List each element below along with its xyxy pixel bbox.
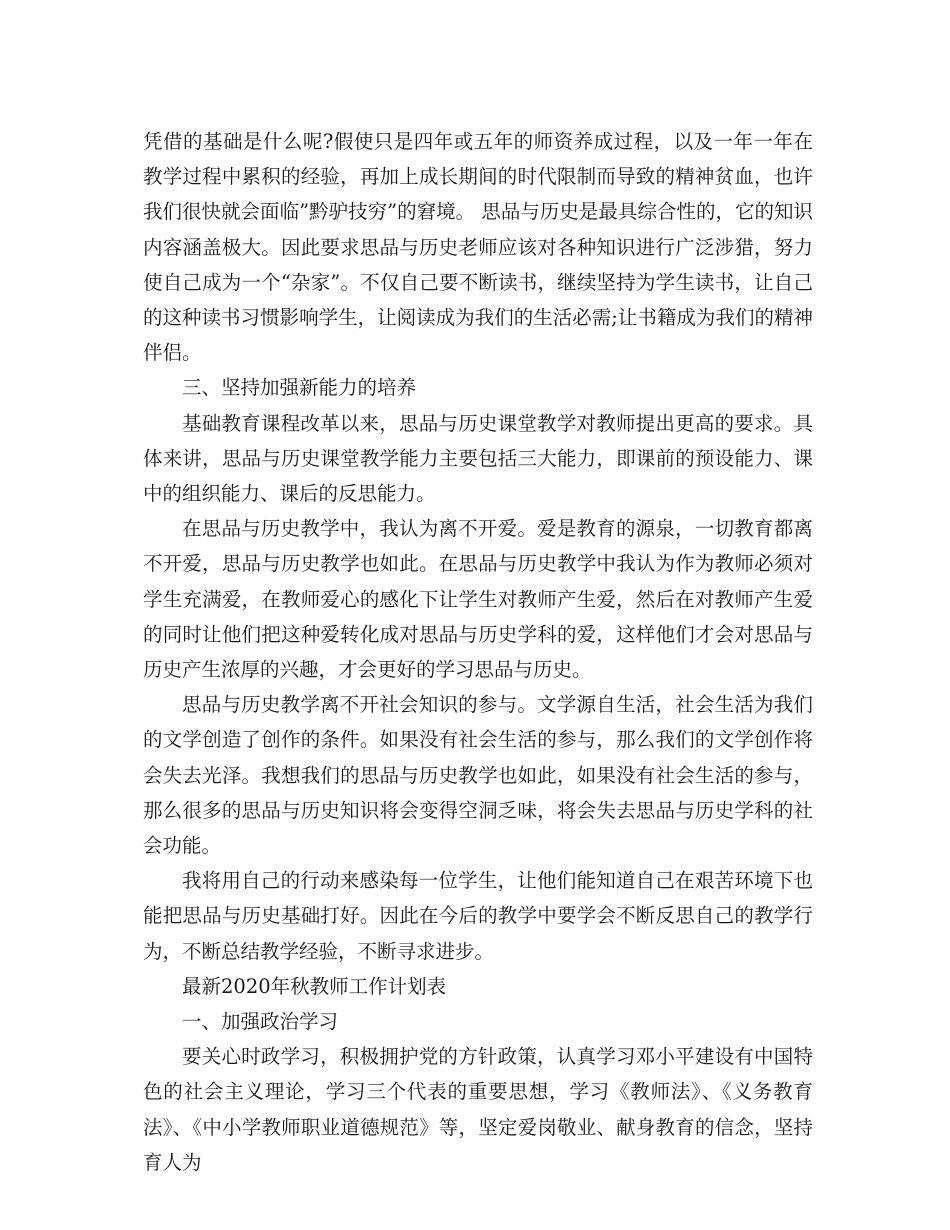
document-subtitle: 最新2020年秋教师工作计划表 — [182, 974, 447, 998]
paragraph-6: 要关心时政学习，积极拥护党的方针政策，认真学习邓小平建设有中国特色的社会主义理论，学习三个代表的重要思想，学习《教师法》、《义务教育法》、《中小学教师职业道德规范》等，坚定爱岗敬业、献身教育的信念，坚持育人为 — [143, 1045, 813, 1174]
paragraph-2: 基础教育课程改革以来，思品与历史课堂教学对教师提出更高的要求。具体来讲，思品与历史课堂教学能力主要包括三大能力，即课前的预设能力、课中的组织能力、课后的反思能力。 — [143, 411, 813, 506]
document-body — [143, 124, 813, 1180]
section-heading-1: 一、加强政治学习 — [182, 1010, 339, 1034]
paragraph-5: 我将用自己的行动来感染每一位学生，让他们能知道自己在艰苦环境下也能把思品与历史基础打好。因此在今后的教学中要学会不断反思自己的教学行为，不断总结教学经验，不断寻求进步。 — [143, 869, 813, 963]
paragraph-1: 凭借的基础是什么呢?假使只是四年或五年的师资养成过程，以及一年一年在教学过程中累积的经验，再加上成长期间的时代限制而导致的精神贫血，也许我们很快就会面临”黔驴技穷”的窘境。 思品与历史是最具综合性的，它的知识内容涵盖极大。因此要求思品与历史老师应该对各种知识进行广泛涉猎，努力使自己成为一个“杂家”。不仅自己要不断读书，继续坚持为学生读书，让自己的这种读书习惯影响学生，让阅读成为我们的生活必需;让书籍成为我们的精神伴侣。 — [143, 130, 813, 365]
section-heading-3: 三、坚持加强新能力的培养 — [182, 376, 417, 400]
paragraph-3: 在思品与历史教学中，我认为离不开爱。爱是教育的源泉，一切教育都离不开爱，思品与历史教学也如此。在思品与历史教学中我认为作为教师必须对学生充满爱，在教师爱心的感化下让学生对教师产生爱，然后在对教师产生爱的同时让他们把这种爱转化成对思品与历史学科的爱，这样他们才会对思品与历史产生浓厚的兴趣，才会更好的学习思品与历史。 — [143, 517, 813, 682]
paragraph-4: 思品与历史教学离不开社会知识的参与。文学源自生活，社会生活为我们的文学创造了创作的条件。如果没有社会生活的参与，那么我们的文学创作将会失去光泽。我想我们的思品与历史教学也如此，如果没有社会生活的参与，那么很多的思品与历史知识将会变得空洞乏味，将会失去思品与历史学科的社会功能。 — [143, 693, 813, 858]
